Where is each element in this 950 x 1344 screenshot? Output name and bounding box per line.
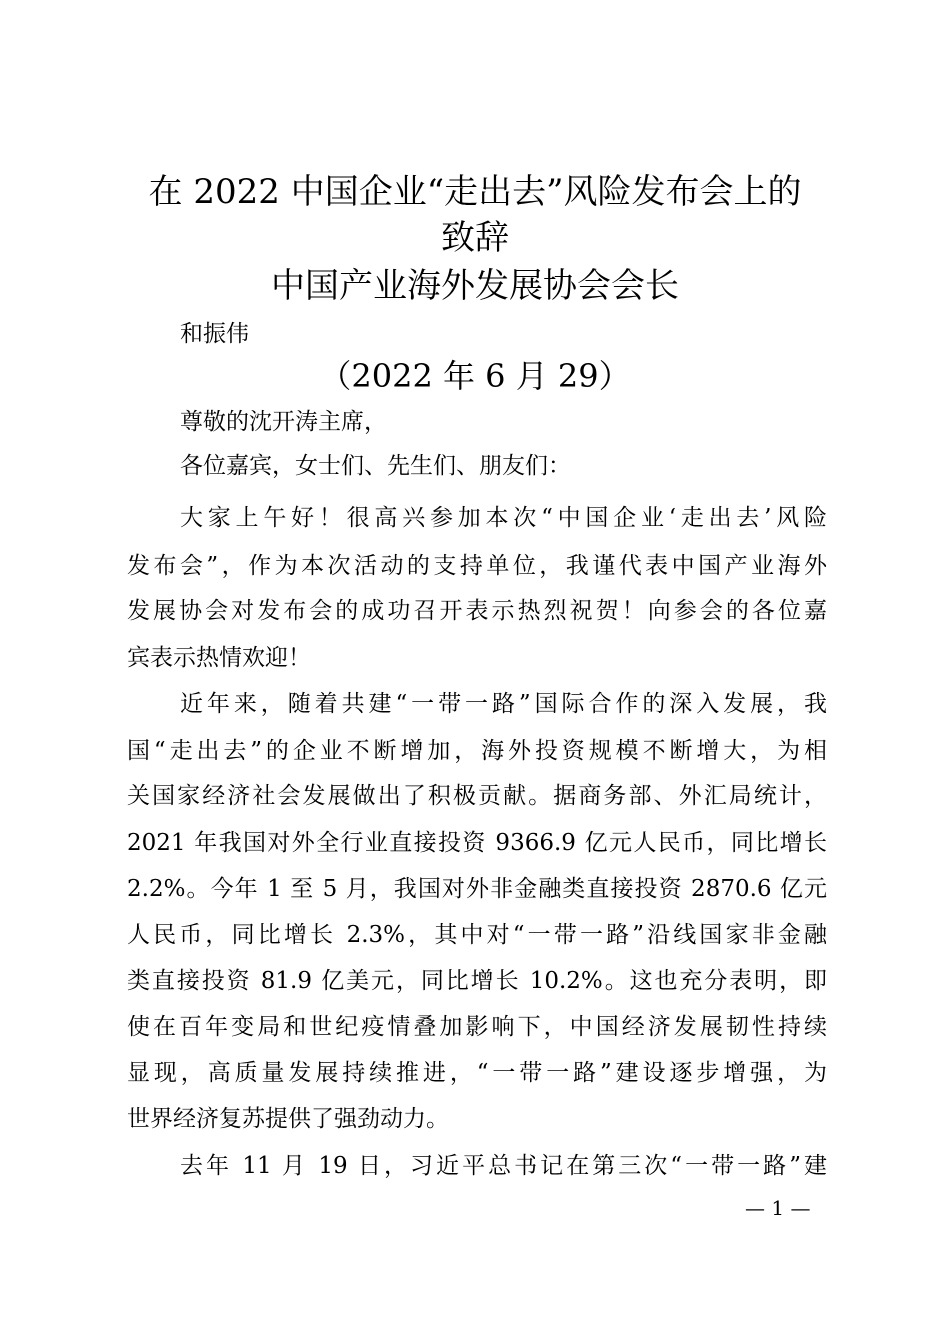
paragraph-3-line-1: 去年 11 月 19 日，习近平总书记在第三次“一带一路”建	[180, 1153, 827, 1179]
paragraph-line: 大家上午好！很高兴参加本次“中国企业‘走出去’风险	[180, 505, 827, 531]
author-name: 和振伟	[180, 321, 249, 347]
paragraph-line: 发布会”，作为本次活动的支持单位，我谨代表中国产业海外	[127, 553, 827, 579]
paragraph-line: 人民币，同比增长 2.3%，其中对“一带一路”沿线国家非金融	[127, 922, 827, 948]
title-line-3: 中国产业海外发展协会会长	[271, 266, 679, 306]
page-number: — 1 —	[745, 1196, 811, 1220]
paragraph-line: 2021 年我国对外全行业直接投资 9366.9 亿元人民币，同比增长	[127, 830, 827, 856]
paragraph-line: 类直接投资 81.9 亿美元，同比增长 10.2%。这也充分表明，即	[127, 968, 827, 994]
speech-date: （2022 年 6 月 29）	[319, 357, 631, 395]
paragraph-line: 2.2%。今年 1 至 5 月，我国对外非金融类直接投资 2870.6 亿元	[127, 876, 827, 902]
title-line-2: 致辞	[441, 218, 509, 258]
paragraph-line: 使在百年变局和世纪疫情叠加影响下，中国经济发展韧性持续	[127, 1014, 827, 1040]
salutation-line-1: 尊敬的沈开涛主席，	[180, 409, 387, 435]
paragraph-line: 近年来，随着共建“一带一路”国际合作的深入发展，我	[180, 691, 827, 717]
title-line-1: 在 2022 中国企业“走出去”风险发布会上的	[148, 172, 802, 212]
paragraph-line: 关国家经济社会发展做出了积极贡献。据商务部、外汇局统计，	[127, 783, 827, 809]
paragraph-line: 世界经济复苏提供了强劲动力。	[127, 1106, 449, 1132]
paragraph-line: 国“走出去”的企业不断增加，海外投资规模不断增大，为相	[127, 738, 827, 764]
paragraph-line: 宾表示热情欢迎！	[127, 645, 311, 671]
paragraph-line: 发展协会对发布会的成功召开表示热烈祝贺！向参会的各位嘉	[127, 598, 827, 624]
paragraph-line: 显现，高质量发展持续推进，“一带一路”建设逐步增强，为	[127, 1060, 827, 1086]
salutation-line-2: 各位嘉宾，女士们、先生们、朋友们：	[180, 453, 571, 479]
